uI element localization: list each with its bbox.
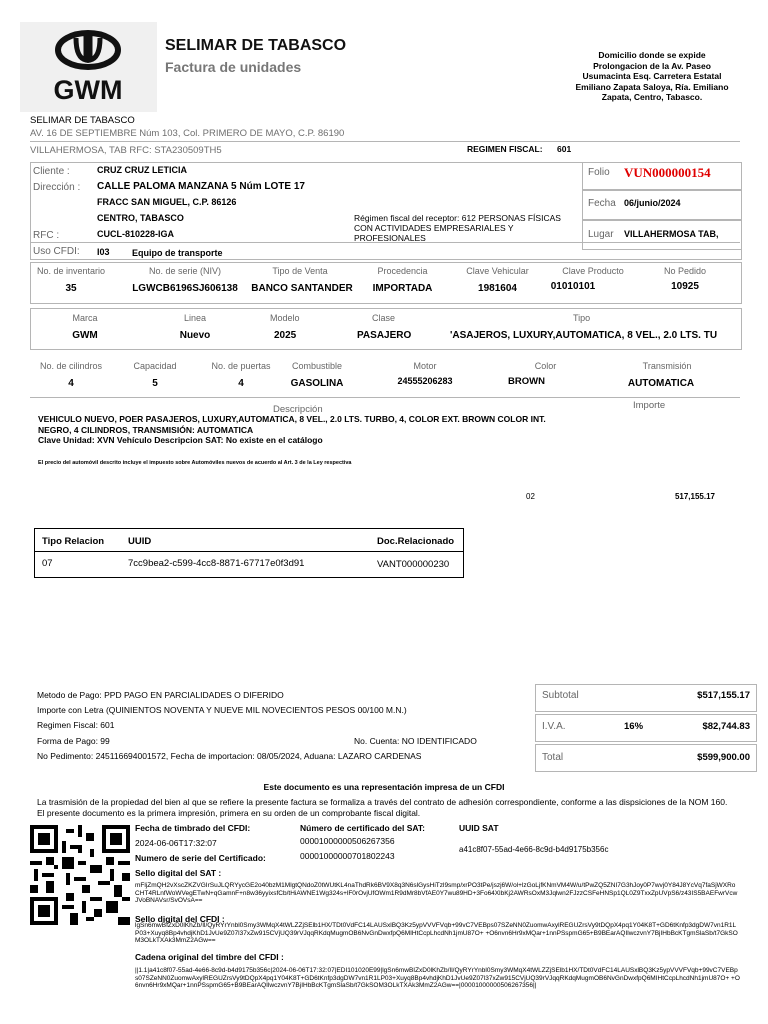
col-header: Marca [72, 313, 98, 323]
cfdi-seal-label: Sello digital del CFDI : [135, 914, 225, 924]
issue-address [552, 50, 752, 103]
uso-cfdi-code: I03 [97, 247, 110, 257]
divider [35, 551, 463, 552]
folio-label: Folio [588, 167, 610, 178]
fecha-value: 06/junio/2024 [624, 198, 681, 208]
amount-in-words: Importe con Letra (QUINIENTOS NOVENTA Y NUEVE MIL NOVECIENTOS PESOS 00/100 M.N.) [37, 705, 407, 715]
description-header: Descripción [273, 404, 323, 415]
company-logo [20, 22, 157, 112]
description-line: VEHICULO NUEVO, POER PASAJEROS, LUXURY,AUTOMATICA, 8 VEL., 2.0 LTS. TURBO, 4, COLOR EXT. BROWN COLOR INT. [38, 414, 546, 424]
col-header: Clave Vehicular [466, 266, 529, 276]
address-line: CENTRO, TABASCO [97, 213, 184, 223]
original-chain-value: ||1.1|a41c8f07-55ad-4e66-8c9d-b4d9175b356c|2024-06-06T17:32:07|EDI101020E99|lgSn6mwBIZxD0lKhZb/Il/QyRYrYnbl0Smy3WMqX4tWLZZjSElb1HX/TDt0VdFC14LAUSxlBQ3Kz5ypVVVFVqb+99vC7VEBps07SZeNN0ZuomwAxylREGUZrsVy9tDQpX4pq1Y04K8T+GD6tKnfp3dgDW7vn1R1LP03+Xuyq8Bp4vhdjKhD1JvUe9Z07l37xZw915CVjUQ39rVJqqRKdqMugmOB6NvGnDwxfpQ6MIHtCcpLhcdNh1jmU87O+ +O6nvn6Hr9xMQar+1nnPSspmG65+B9BEarAQIlwczvnY7BjIHbBcKTgmSlaSb/t7GkSOM3OLkTXAk3MmZ2AGw==|00001000000506267356|| [135, 967, 740, 990]
address-line: CALLE PALOMA MANZANA 5 Núm LOTE 17 [97, 181, 305, 192]
col-header: No Pedido [663, 266, 707, 276]
subtotal-label: Subtotal [542, 690, 579, 701]
fuel: GASOLINA [290, 378, 344, 389]
color: BROWN [508, 376, 545, 387]
line-amount: 517,155.17 [674, 492, 715, 501]
subtotal-value: $517,155.17 [697, 690, 750, 701]
logo-text: GWM [53, 75, 123, 105]
serial-number: LGWCB6196SJ606138 [132, 283, 238, 294]
iva-label: I.V.A. [542, 721, 566, 732]
col-header: Modelo [270, 313, 300, 323]
col-header: No. de cilindros [39, 361, 103, 371]
col-header: Linea [183, 313, 207, 323]
address-line: FRACC SAN MIGUEL, C.P. 86126 [97, 197, 237, 207]
rfc-label: RFC : [33, 230, 60, 241]
divider [30, 141, 740, 142]
order-number: 10925 [671, 281, 699, 292]
client-label: Cliente : [33, 166, 70, 177]
issue-address-line: Usumacinta Esq. Carretera Estatal [582, 71, 722, 81]
vehicle-type: 'ASAJEROS, LUXURY,AUTOMATICA, 8 VEL., 2.0 LTS. TU [450, 330, 718, 341]
sat-seal-value: mFljZmQH2vXscZKZVGIrSuJLQRYycGE2o40bzM1MlgtQNdoZ0tWUtKL4naThdRk6BV9X8q3N6slGysHiTzl9smp/xrPO3tPe/jszj6W/ol+lzGoLjfKNmVM4W/u/tPwZQ5ZNI7G3hJoy0P7wvj0Y84J8YcVq7faSjWXRoCHT4RLnfWoWVegETwN+qGamnF+n8w36yyixsfCb/tHiAWNE1Wg324s+lF0rOvjUfOWm1R9dMr8bVfAE0Y7wu89HD+3Fo64XlbKj2AWRsOxM3Jqlwn2FJzzCSFeHNSp1QL0Z9TxxZpUVpS6/z43IS5BAEFwrVcwJVoBNAVsr/SvOVsA== [135, 882, 738, 905]
col-header: Capacidad [133, 361, 177, 371]
cfdi-representation: Este documento es una representación impresa de un CFDI [263, 782, 505, 792]
account-number: No. Cuenta: NO IDENTIFICADO [354, 736, 477, 746]
lugar-label: Lugar [588, 229, 614, 240]
stamp-date-value: 2024-06-06T17:32:07 [135, 838, 217, 848]
uuid-sat-label: UUID SAT [459, 823, 499, 833]
folio-value: VUN000000154 [624, 165, 711, 180]
col-header: Tipo [573, 313, 591, 323]
regimen-fiscal-label: REGIMEN FISCAL: [467, 144, 543, 154]
line: Nuevo [179, 330, 211, 341]
lugar-value: VILLAHERMOSA TAB, [624, 229, 719, 239]
uuid-sat-value: a41c8f07-55ad-4e66-8c9d-b4d9175b356c [459, 845, 609, 854]
col-header: Procedencia [377, 266, 428, 276]
sat-seal-label: Sello digital del SAT : [135, 868, 222, 878]
inventory-number: 35 [65, 283, 77, 294]
brand: GWM [72, 330, 98, 341]
issuer-name: SELIMAR DE TABASCO [30, 115, 135, 126]
sale-type: BANCO SANTANDER [251, 283, 353, 294]
col-header: No. de serie (NIV) [148, 266, 222, 276]
col-header: Color [534, 361, 557, 371]
cfdi-seal-value: lgSn6mwBIZxD0lKhZb/Il/QyRYrYnbl0Smy3WMqX4tWLZZjSElb1HX/TDt0VdFC14LAUSxlBQ3Kz5ypVVVFVqb+99vC7VEBps07SZeNN0ZuomwAxylREGUZrsVy9tDQpX4pq1Y04K8T+GD6tKnfp3dgDW7vn1R1LP03+Xuyq8Bp4vhdjKhD1JvUe9Z07l37xZw915CVjUQ39rVJqqRKdqMugmOB6NvGnDwxfpQ6MIHtCcpLhcdNh1jmU87O+ +O6nvn6Hr9xMQar+1nnPSspmG65+B9BEarAQIlwczvnY7BjIHbBcKTgmSlaSb/t7GkSOM3OLkTXAk3MmZ2AGw== [135, 922, 738, 945]
regimen-receptor: Régimen fiscal del receptor: 612 PERSONAS FÍSICAS CON ACTIVIDADES EMPRESARIALES Y PROFESIONALES [354, 213, 561, 243]
relation-uuid: 7cc9bea2-c599-4cc8-8871-67717e0f3d91 [128, 558, 305, 569]
model-year: 2025 [274, 330, 297, 341]
col-header: Clase [372, 313, 396, 323]
vehicle-key: 1981604 [478, 283, 517, 294]
col-header: No. de puertas [211, 361, 271, 371]
iva-rate: 16% [624, 721, 644, 732]
gwm-logo-icon [20, 22, 157, 112]
fecha-label: Fecha [588, 198, 616, 209]
iva-value: $82,744.83 [702, 721, 750, 732]
cert-serial-value: 00001000000701802243 [300, 851, 395, 861]
product-key: 01010101 [550, 281, 596, 292]
total-value: $599,900.00 [697, 752, 750, 763]
col-header: Tipo de Venta [272, 266, 328, 276]
issuer-block [30, 113, 135, 129]
address-label: Dirección : [33, 182, 81, 193]
payment-form: Forma de Pago: 99 [37, 736, 110, 746]
description-line: Clave Unidad: XVN Vehículo Descripcion SAT: No existe en el catálogo [38, 435, 323, 445]
original-chain-label: Cadena original del timbre del CFDI : [135, 952, 284, 962]
relation-table [34, 528, 464, 578]
sat-cert-label: Número de certificado del SAT: [300, 823, 426, 833]
divider [30, 397, 740, 398]
cylinders: 4 [68, 378, 74, 389]
importe-header: Importe [633, 400, 666, 411]
issue-address-line: Domicilio donde se expide [598, 50, 706, 60]
line-code: 02 [526, 492, 535, 501]
origin: IMPORTADA [372, 283, 433, 294]
total-label: Total [542, 752, 564, 763]
tax-note: El precio del automóvil descrito incluye el impuesto sobre Automóviles nuevos de acuerdo al Art. 3 de la Ley respectiva [38, 460, 352, 466]
related-document: VANT000000230 [377, 559, 450, 570]
sat-cert-value: 00001000000506267356 [300, 836, 395, 846]
doors: 4 [238, 378, 244, 389]
transmission-text: La trasmisión de la propiedad del bien al que se refiere la presente factura se formaliza a través del contrato de adhesión correspondiente, conforme a las dispsiciones de la NOM 160. El presente documento es la primera impresión, primera en su orden de un comprobante fiscal digital. [37, 797, 728, 818]
col-header: Clave Producto [562, 266, 624, 276]
payment-regimen: Regimen Fiscal: 601 [37, 720, 115, 730]
rfc-value: CUCL-810228-IGA [97, 229, 175, 239]
relation-header: Tipo Relacion [42, 536, 105, 547]
relation-type: 07 [42, 558, 53, 569]
cert-serial-label: Numero de serie del Certificado: [135, 853, 266, 863]
document-type: Factura de unidades [165, 59, 302, 75]
uso-cfdi-label: Uso CFDI: [33, 246, 80, 257]
payment-method: Metodo de Pago: PPD PAGO EN PARCIALIDADES O DIFERIDO [37, 690, 284, 700]
transmission: AUTOMATICA [627, 378, 695, 389]
col-header: Transmisión [642, 361, 692, 371]
vehicle-class: PASAJERO [357, 330, 412, 341]
engine: 24555206283 [397, 376, 453, 386]
uso-cfdi-desc: Equipo de transporte [132, 248, 223, 258]
qr-code-icon [30, 825, 130, 925]
description-text [38, 414, 738, 446]
capacity: 5 [152, 378, 158, 389]
issue-address-line: Emiliano Zapata Saloya, Ría. Emiliano [575, 81, 729, 92]
relation-header: Doc.Relacionado [377, 536, 455, 547]
col-header: Motor [413, 361, 437, 371]
col-header: No. de inventario [36, 266, 106, 276]
company-name: SELIMAR DE TABASCO [165, 37, 347, 54]
stamp-date-label: Fecha de timbrado del CFDI: [135, 823, 251, 833]
issue-address-line: Zapata, Centro, Tabasco. [601, 92, 703, 102]
issue-address-line: Prolongacion de la Av. Paseo [593, 60, 711, 71]
issuer-address: AV. 16 DE SEPTIEMBRE Núm 103, Col. PRIMERO DE MAYO, C.P. 86190 [30, 128, 345, 139]
regimen-fiscal-value: 601 [557, 144, 572, 154]
col-header: Combustible [291, 361, 343, 371]
import-info: No Pedimento: 245116694001572, Fecha de importacion: 08/05/2024, Aduana: LAZARO CARDENAS [37, 751, 422, 761]
client-name: CRUZ CRUZ LETICIA [97, 165, 187, 175]
issuer-city-rfc: VILLAHERMOSA, TAB RFC: STA230509TH5 [30, 145, 222, 156]
relation-header: UUID [128, 536, 152, 547]
description-line: NEGRO, 4 CILINDROS, TRANSMISIÓN: AUTOMATICA [38, 424, 254, 435]
